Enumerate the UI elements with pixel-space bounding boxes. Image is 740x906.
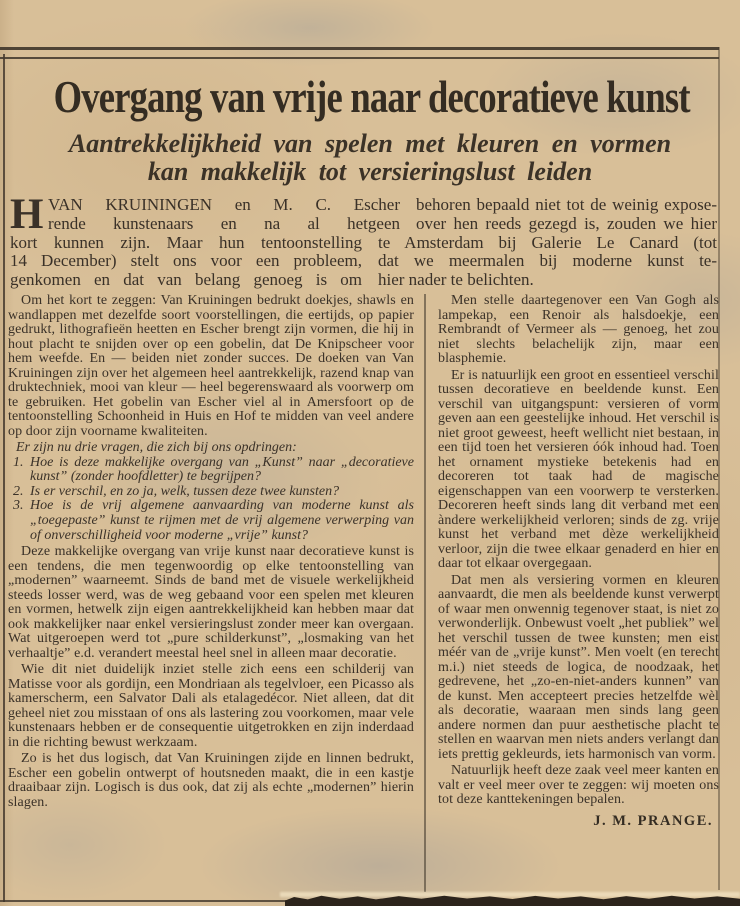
intro-line-left: 14 December) stelt ons voor een probleem, (10, 251, 362, 271)
paragraph: Deze makkelijke overgang van vrije kunst naar decoratieve kunst is een tendens, die men tegenwoordig op elke tentoonstelling van „modernen” waarneemt. Sinds de band met de visuele werkelijkheid steeds losser werd, was de weg gebaand voor een spelen met kleuren en vormen, hetwelk zijn eigen aantrekkelijkheid kan hebben maar dat ook makkelijker naar enkel versieringslust zonder meer kan overgaan. Wat uitgeroepen werd tot „pure schilderkunst”, „losmaking van het verhaaltje” e.d. verandert meestal heel snel in alleen maar decoratie. (8, 544, 414, 661)
question-number: 2. (13, 483, 24, 499)
dropcap-initial: H (10, 191, 44, 238)
article-headline (2, 71, 740, 122)
intro-line-left: genkomen en dat van belang genoeg is om (10, 270, 362, 290)
intro-line-right: hier nader te belichten. (378, 270, 534, 290)
article-subheadline (0, 130, 740, 186)
left-column (8, 294, 414, 892)
article-body (8, 294, 719, 892)
question-item (8, 499, 414, 543)
question-number: 1. (13, 454, 24, 470)
paragraph: Zo is het dus logisch, dat Van Kruiningen zijde en linnen bedrukt, Escher een gobelin ontwerpt of houtsneden maakt, die in een kastje draaibaar zijn. Logisch is dus ook, dat zij als echte „modernen” hierin slagen. (8, 751, 414, 810)
question-text: Is er verschil, en zo ja, welk, tussen deze twee kunsten? (30, 483, 340, 499)
paragraph: Men stelle daartegenover een Van Gogh als lampekap, een Renoir als halsdoekje, een Rembrandt of Vermeer als — genoeg, het zou niet slechts belachelijk zijn, maar een blasphemie. (438, 293, 719, 366)
intro-line (10, 271, 717, 290)
article-headline-text: Overgang van vrije naar decoratieve kunst (53, 71, 690, 122)
question-text: Hoe is de vrij algemene aanvaarding van moderne kunst als „toegepaste” kunst te rijmen met de vrij algemene verwerping van of onverschilligheid voor moderne „vrije” kunst? (30, 498, 414, 543)
paragraph: Natuurlijk heeft deze zaak veel meer kanten en valt er veel meer over te zeggen: wij moeten ons tot deze kanttekeningen bepalen. (438, 763, 719, 807)
questions-intro: Er zijn nu drie vragen, die zich bij ons opdringen: (16, 440, 297, 455)
intro-line-right: te Amsterdam bij Galerie Le Canard (tot (378, 232, 717, 252)
question-item (8, 456, 414, 485)
intro-line-right: dat we meermalen bij moderne kunst te- (378, 251, 717, 271)
paragraph: Er is natuurlijk een groot en essentieel verschil tussen decoratieve en beeldende kunst. Een verschil van uitgangspunt: versieren of vorm geven aan een geestelijke inhoud. Het verschil is niet groot geweest, heeft wellicht niet bestaan, in een tijd toen het versieren óók inhoud had. Toen het ornament mystieke betekenis had en decoreren tot taak had de magische eigenschappen van een voorwerp te versterken. Decoreren heeft sinds lang dit verband met een àndere werkelijkheid verloren; sinds de zg. vrije kunst het verband met dèze werkelijkheid verloor, zijn die twee elkaar genaderd en hier en daar tot elkaar overgegaan. (438, 367, 719, 571)
question-item (8, 485, 414, 500)
intro-line-left: VAN KRUININGEN en M. C. Escher (48, 195, 400, 214)
intro-line-left: rende kunstenaars en na al hetgeen (48, 213, 400, 233)
question-number: 3. (13, 498, 24, 514)
top-double-rule (0, 47, 719, 59)
article-intro (10, 191, 717, 290)
paragraph: Dat men als versiering vormen en kleuren aanvaardt, die men als beeldende kunst verwerpt of waar men onwennig tegenover staat, is niet zo verwonderlijk. Onbewust voelt „het publiek” wel het verschil tussen de twee kunsten; men eist méér van de „vrije kunst”. Men voelt (en terecht m.i.) niet steeds de logica, de noodzaak, het gedrevene, het „zo-en-niet-anders kunnen” van de kunst. Men accepteert precies hetzelfde wèl als decoratie, waaraan men sinds lang geen andere normen dan puur aesthetische placht te stellen en waarvan men niets anders verlangt dan iets prettig gekleurds, iets harmonisch van vorm. (438, 572, 719, 762)
intro-line-right: behoren bepaald niet tot de weinig expose- (416, 195, 717, 214)
intro-line-right: over hen reeds gezegd is, zouden we hier (416, 213, 717, 233)
right-column (438, 294, 719, 892)
bottom-left-rule (0, 900, 292, 902)
intro-line (10, 234, 717, 253)
column-divider-rule (424, 294, 426, 892)
question-text: Hoe is deze makkelijke overgang van „Kunst” naar „decoratieve kunst” (zonder hoofdletter) te begrijpen? (30, 454, 414, 485)
subheadline-line-2: kan makkelijk tot versieringslust leiden (147, 157, 593, 186)
intro-line (10, 215, 717, 234)
paragraph: Om het kort te zeggen: Van Kruiningen bedrukt doekjes, shawls en wandlappen met dezelfde soort voorstellingen, die eertijds, op papier gedrukt, lithografieën heetten en Escher brengt zijn vormen, die hij in hout placht te snijden over op een gobelin, dat De Knipscheer voor hem weefde. En — beiden niet zonder succes. De doeken van Van Kruiningen zijn over het algemeen heel aantrekkelijk, razend knap van druktechniek, mooi van kleur — heel begerenswaard als voorwerp om te gebruiken. Het gobelin van Escher viel al in Amersfoort op de tentoonstelling Schoonheid in Huis en Hof te midden van veel andere op door zijn voorname kwaliteiten. (8, 293, 414, 439)
paragraph: Wie dit niet duidelijk inziet stelle zich eens een schilderij van Matisse voor als gordijn, een Mondriaan als tegelvloer, een Picasso als kamerscherm, een Salvator Dali als etalagedécor. Niet alleen, dat dit geheel niet zou misstaan of ons als lastering zou voorkomen, maar vele kunstenaars hebben er de consequentie uitgetrokken en zijn inderdaad in die richting bewust werkzaam. (8, 662, 414, 750)
subheadline-line-1: Aantrekkelijkheid van spelen met kleuren en vormen (68, 129, 672, 158)
questions-block (8, 441, 414, 543)
author-signature: J. M. PRANGE. (593, 812, 713, 829)
intro-line-left: kort kunnen zijn. Maar hun tentoonstelling (10, 232, 362, 252)
intro-line (10, 196, 717, 215)
intro-line (10, 252, 717, 271)
